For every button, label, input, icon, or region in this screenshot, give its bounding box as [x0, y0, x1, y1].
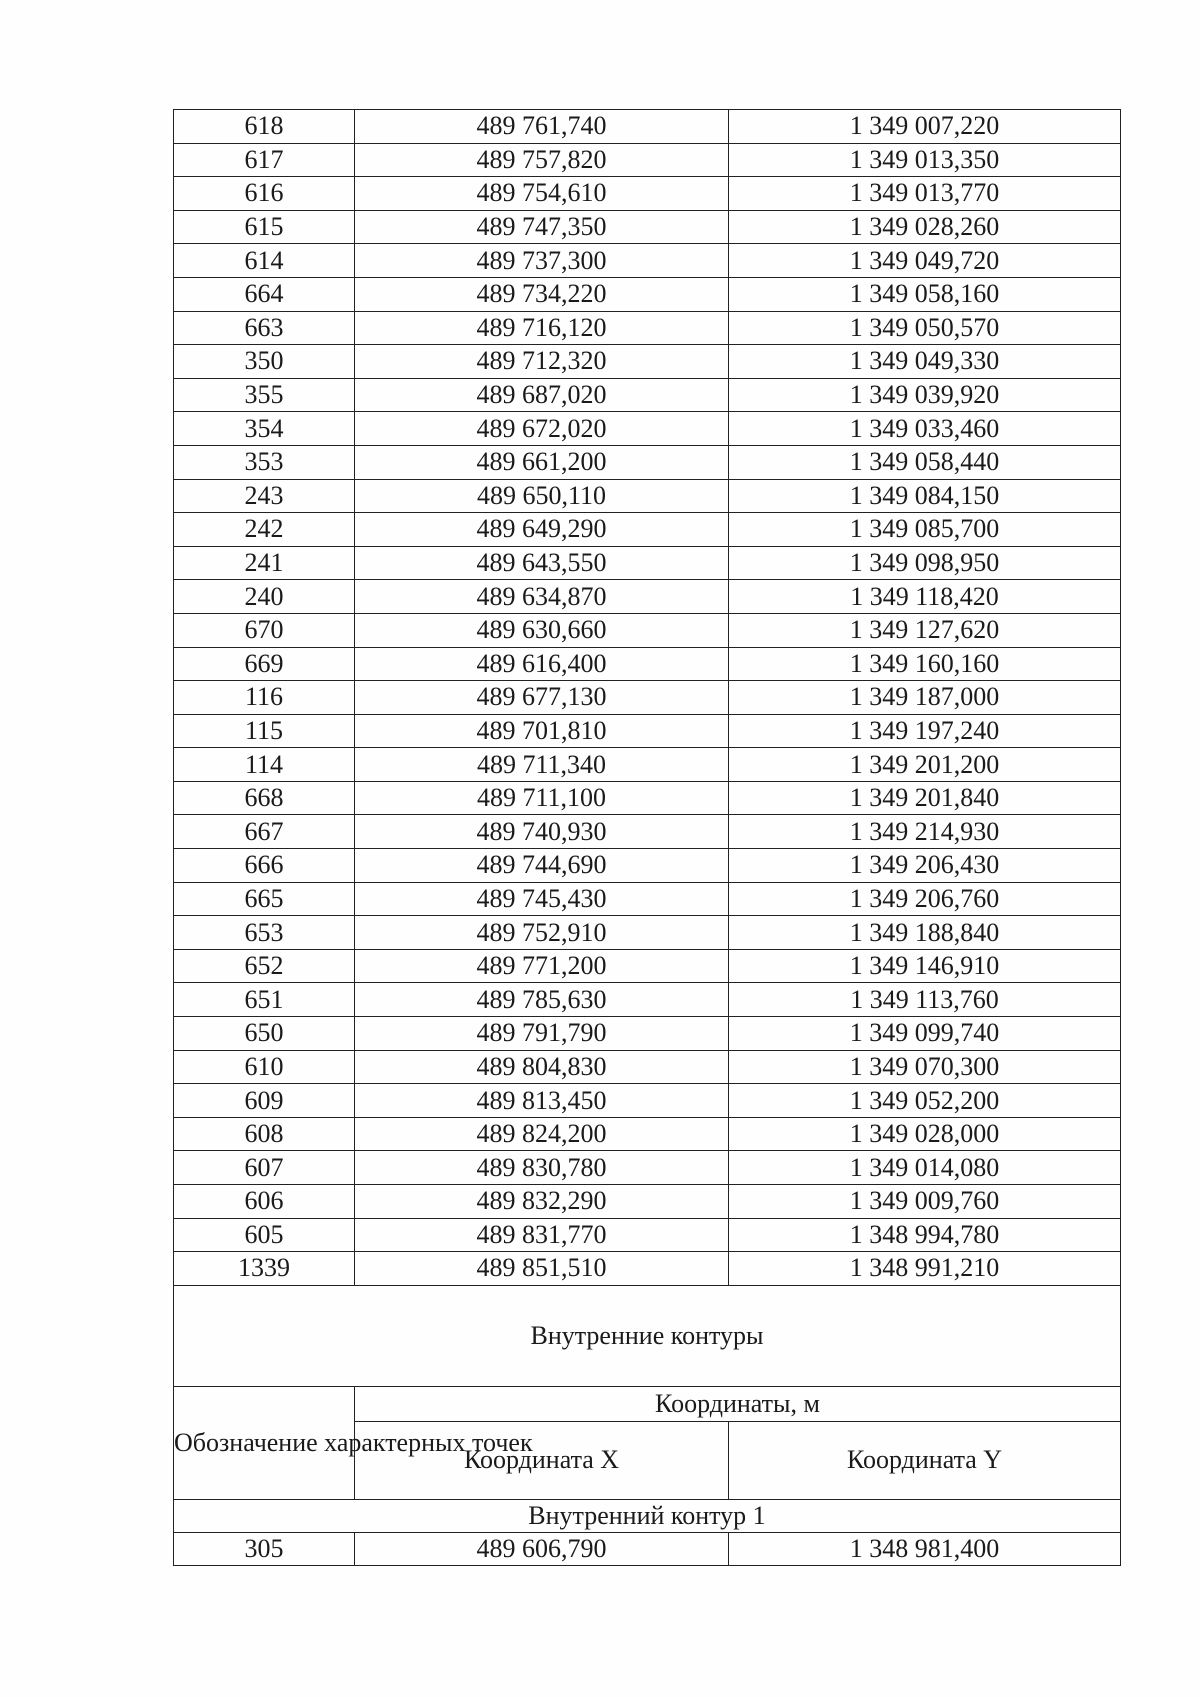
point-cell: 114 [174, 748, 355, 782]
point-cell: 667 [174, 815, 355, 849]
table-row [174, 1084, 1121, 1118]
table-row [174, 916, 1121, 950]
coord-y-cell: 1 349 160,160 [729, 647, 1121, 681]
subsection-title: Внутренний контур 1 [174, 1499, 1121, 1532]
coord-x-cell: 489 851,510 [355, 1252, 729, 1286]
coord-x-cell: 489 649,290 [355, 513, 729, 547]
coord-x-cell: 489 711,100 [355, 781, 729, 815]
coord-x-cell: 489 813,450 [355, 1084, 729, 1118]
table-row [174, 277, 1121, 311]
coord-x-cell: 489 701,810 [355, 714, 729, 748]
coord-y-cell: 1 349 085,700 [729, 513, 1121, 547]
table-row [174, 177, 1121, 211]
table-row [174, 110, 1121, 144]
point-cell: 618 [174, 110, 355, 144]
point-cell: 617 [174, 143, 355, 177]
table-row [174, 983, 1121, 1017]
point-cell: 605 [174, 1218, 355, 1252]
coord-x-cell: 489 677,130 [355, 681, 729, 715]
table-row [174, 345, 1121, 379]
table-row [174, 378, 1121, 412]
table-row [174, 513, 1121, 547]
point-cell: 354 [174, 412, 355, 446]
coord-x-cell: 489 752,910 [355, 916, 729, 950]
point-cell: 240 [174, 580, 355, 614]
coord-x-cell: 489 771,200 [355, 949, 729, 983]
point-cell: 616 [174, 177, 355, 211]
point-cell: 653 [174, 916, 355, 950]
outer-contour-rows [174, 110, 1121, 1286]
point-cell: 666 [174, 849, 355, 883]
coord-x-cell: 489 824,200 [355, 1117, 729, 1151]
coord-x-cell: 489 754,610 [355, 177, 729, 211]
point-cell: 650 [174, 1017, 355, 1051]
subsection-row [174, 1499, 1121, 1532]
coord-y-cell: 1 349 099,740 [729, 1017, 1121, 1051]
table-row [174, 781, 1121, 815]
coord-x-cell: 489 757,820 [355, 143, 729, 177]
point-cell: 607 [174, 1151, 355, 1185]
coord-x-cell: 489 740,930 [355, 815, 729, 849]
coord-x-header: Координата X [355, 1421, 729, 1499]
table-row [174, 311, 1121, 345]
coord-y-cell: 1 349 052,200 [729, 1084, 1121, 1118]
coord-y-cell: 1 349 201,200 [729, 748, 1121, 782]
coord-x-cell: 489 830,780 [355, 1151, 729, 1185]
coord-y-cell: 1 349 098,950 [729, 546, 1121, 580]
table-row [174, 882, 1121, 916]
table-row [174, 613, 1121, 647]
coord-y-cell: 1 349 007,220 [729, 110, 1121, 144]
coord-y-cell: 1 349 014,080 [729, 1151, 1121, 1185]
table-row [174, 546, 1121, 580]
table-row [174, 1151, 1121, 1185]
point-cell: 608 [174, 1117, 355, 1151]
coord-y-cell: 1 349 188,840 [729, 916, 1121, 950]
coord-y-cell: 1 349 028,260 [729, 210, 1121, 244]
coord-y-cell: 1 348 991,210 [729, 1252, 1121, 1286]
point-cell: 241 [174, 546, 355, 580]
coord-y-cell: 1 349 118,420 [729, 580, 1121, 614]
coord-x-cell: 489 761,740 [355, 110, 729, 144]
coord-y-cell: 1 349 049,720 [729, 244, 1121, 278]
table-row [174, 412, 1121, 446]
point-cell: 355 [174, 378, 355, 412]
coord-x-cell: 489 832,290 [355, 1185, 729, 1219]
coord-x-cell: 489 616,400 [355, 647, 729, 681]
table-row [174, 1218, 1121, 1252]
coord-y-cell: 1 349 058,160 [729, 277, 1121, 311]
coord-y-cell: 1 349 146,910 [729, 949, 1121, 983]
coord-x-cell: 489 737,300 [355, 244, 729, 278]
coord-x-cell: 489 831,770 [355, 1218, 729, 1252]
table-row [174, 647, 1121, 681]
table-row [174, 748, 1121, 782]
point-cell: 615 [174, 210, 355, 244]
table-row [174, 681, 1121, 715]
coord-x-cell: 489 650,110 [355, 479, 729, 513]
coord-x-cell: 489 672,020 [355, 412, 729, 446]
table-row [174, 714, 1121, 748]
table-row [174, 849, 1121, 883]
coord-y-cell: 1 349 049,330 [729, 345, 1121, 379]
designation-header: Обозначение характерных точек [174, 1386, 355, 1499]
coord-x-cell: 489 804,830 [355, 1050, 729, 1084]
coord-x-cell: 489 687,020 [355, 378, 729, 412]
coord-x-cell: 489 630,660 [355, 613, 729, 647]
point-cell: 665 [174, 882, 355, 916]
coordinates-header: Координаты, м [355, 1386, 1121, 1421]
table-row [174, 143, 1121, 177]
coord-x-cell: 489 634,870 [355, 580, 729, 614]
point-cell: 651 [174, 983, 355, 1017]
table-row [174, 1117, 1121, 1151]
point-cell: 610 [174, 1050, 355, 1084]
point-cell: 664 [174, 277, 355, 311]
point-cell: 663 [174, 311, 355, 345]
coord-x-cell: 489 606,790 [355, 1532, 729, 1566]
point-cell: 670 [174, 613, 355, 647]
coord-y-cell: 1 349 033,460 [729, 412, 1121, 446]
coord-x-cell: 489 716,120 [355, 311, 729, 345]
table-row [174, 479, 1121, 513]
coord-y-cell: 1 349 039,920 [729, 378, 1121, 412]
coord-y-cell: 1 349 028,000 [729, 1117, 1121, 1151]
inner-contour-rows [174, 1532, 1121, 1566]
coord-y-cell: 1 349 201,840 [729, 781, 1121, 815]
point-cell: 652 [174, 949, 355, 983]
coord-y-cell: 1 349 113,760 [729, 983, 1121, 1017]
table-row [174, 210, 1121, 244]
table-row [174, 1185, 1121, 1219]
table-row [174, 1017, 1121, 1051]
coord-x-cell: 489 745,430 [355, 882, 729, 916]
table-row [174, 1050, 1121, 1084]
coord-x-cell: 489 744,690 [355, 849, 729, 883]
point-cell: 242 [174, 513, 355, 547]
table-row [174, 580, 1121, 614]
coord-x-cell: 489 661,200 [355, 445, 729, 479]
coord-y-cell: 1 348 994,780 [729, 1218, 1121, 1252]
table-row [174, 815, 1121, 849]
coord-y-cell: 1 349 058,440 [729, 445, 1121, 479]
coord-y-cell: 1 349 009,760 [729, 1185, 1121, 1219]
coord-x-cell: 489 785,630 [355, 983, 729, 1017]
header-row-1 [174, 1386, 1121, 1421]
point-cell: 353 [174, 445, 355, 479]
coord-x-cell: 489 712,320 [355, 345, 729, 379]
coord-y-cell: 1 349 206,760 [729, 882, 1121, 916]
point-cell: 1339 [174, 1252, 355, 1286]
coord-y-cell: 1 349 214,930 [729, 815, 1121, 849]
coord-y-cell: 1 349 206,430 [729, 849, 1121, 883]
table-row [174, 1532, 1121, 1566]
point-cell: 115 [174, 714, 355, 748]
point-cell: 669 [174, 647, 355, 681]
section-title: Внутренние контуры [174, 1285, 1121, 1386]
table-row [174, 244, 1121, 278]
coord-y-cell: 1 349 013,350 [729, 143, 1121, 177]
point-cell: 606 [174, 1185, 355, 1219]
point-cell: 614 [174, 244, 355, 278]
point-cell: 116 [174, 681, 355, 715]
coord-x-cell: 489 711,340 [355, 748, 729, 782]
coord-y-header: Координата Y [729, 1421, 1121, 1499]
coord-y-cell: 1 349 197,240 [729, 714, 1121, 748]
coord-y-cell: 1 349 084,150 [729, 479, 1121, 513]
coord-y-cell: 1 348 981,400 [729, 1532, 1121, 1566]
coord-x-cell: 489 734,220 [355, 277, 729, 311]
coord-y-cell: 1 349 187,000 [729, 681, 1121, 715]
table-row [174, 445, 1121, 479]
coord-y-cell: 1 349 050,570 [729, 311, 1121, 345]
coord-y-cell: 1 349 070,300 [729, 1050, 1121, 1084]
coord-x-cell: 489 747,350 [355, 210, 729, 244]
inner-contours-block [174, 1285, 1121, 1532]
point-cell: 609 [174, 1084, 355, 1118]
point-cell: 668 [174, 781, 355, 815]
table-row [174, 949, 1121, 983]
point-cell: 243 [174, 479, 355, 513]
coord-y-cell: 1 349 127,620 [729, 613, 1121, 647]
coordinates-table [173, 109, 1121, 1566]
coord-x-cell: 489 791,790 [355, 1017, 729, 1051]
coord-x-cell: 489 643,550 [355, 546, 729, 580]
point-cell: 305 [174, 1532, 355, 1566]
table-row [174, 1252, 1121, 1286]
coord-y-cell: 1 349 013,770 [729, 177, 1121, 211]
point-cell: 350 [174, 345, 355, 379]
section-row [174, 1285, 1121, 1386]
